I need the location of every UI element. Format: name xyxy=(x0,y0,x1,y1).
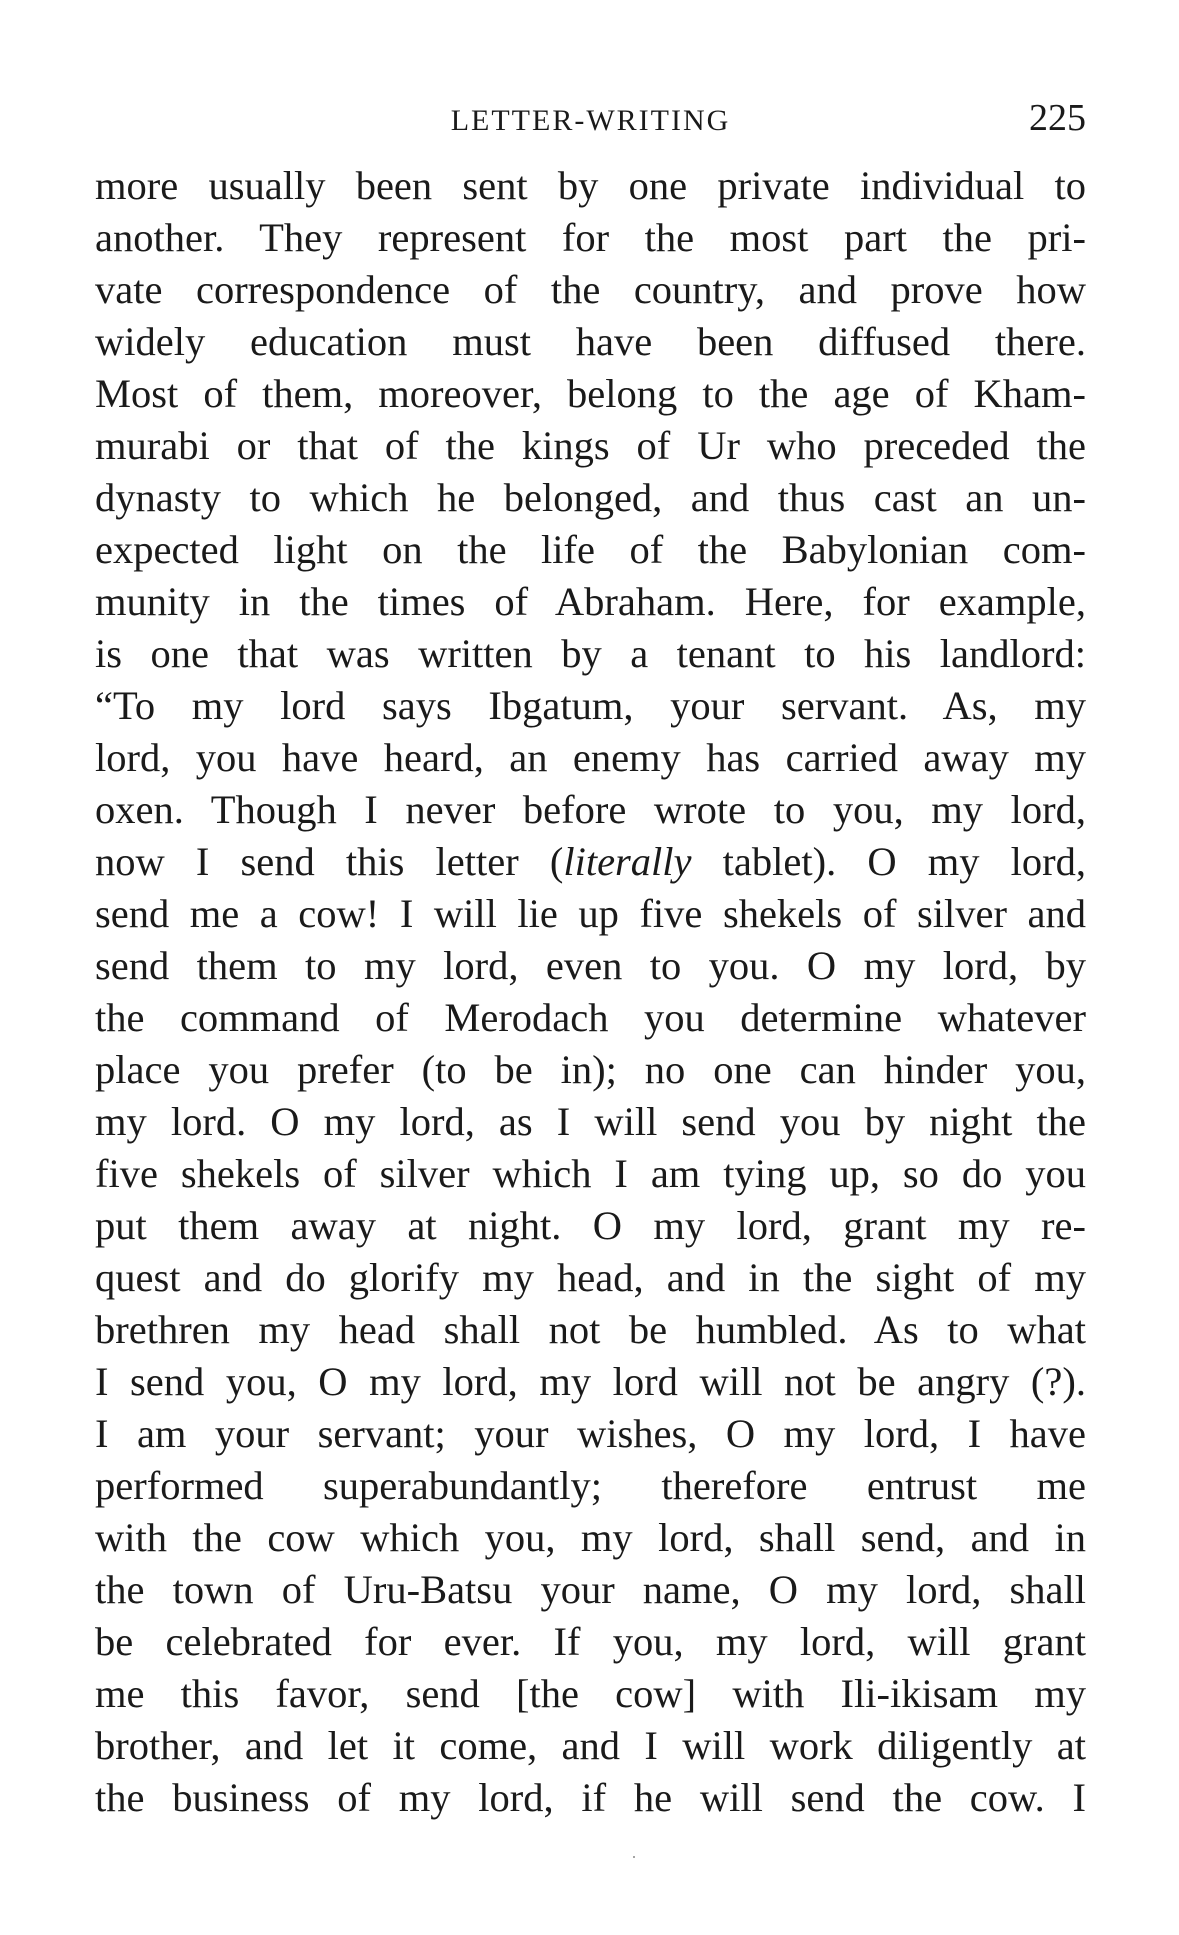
text-line: expected light on the life of the Babylonian com- xyxy=(95,527,1086,572)
text-segment: tablet). O my lord, xyxy=(691,839,1086,884)
text-line: the business of my lord, if he will send the cow. I xyxy=(95,1775,1086,1820)
text-line: murabi or that of the kings of Ur who preceded the xyxy=(95,423,1086,468)
text-line: my lord. O my lord, as I will send you by night the xyxy=(95,1099,1086,1144)
text-line: I send you, O my lord, my lord will not be angry (?). xyxy=(95,1359,1086,1404)
text-line: more usually been sent by one private individual to xyxy=(95,163,1086,208)
text-line: I am your servant; your wishes, O my lord, I have xyxy=(95,1411,1086,1456)
text-segment: now I send this letter ( xyxy=(95,839,564,884)
text-line: send them to my lord, even to you. O my lord, by xyxy=(95,943,1086,988)
text-line: five shekels of silver which I am tying up, so do you xyxy=(95,1151,1086,1196)
text-line: lord, you have heard, an enemy has carried away my xyxy=(95,735,1086,780)
italic-word: literally xyxy=(563,839,692,884)
text-line: munity in the times of Abraham. Here, for example, xyxy=(95,579,1086,624)
text-line: the town of Uru-Batsu your name, O my lord, shall xyxy=(95,1567,1086,1612)
body-text xyxy=(95,160,1086,1824)
text-line: be celebrated for ever. If you, my lord, will grant xyxy=(95,1619,1086,1664)
text-line: quest and do glorify my head, and in the sight of my xyxy=(95,1255,1086,1300)
text-line-with-italic xyxy=(95,836,1086,888)
text-line: widely education must have been diffused there. xyxy=(95,319,1086,364)
text-line: another. They represent for the most part the pri- xyxy=(95,215,1086,260)
text-line: Most of them, moreover, belong to the age of Kham- xyxy=(95,371,1086,416)
text-line: “To my lord says Ibgatum, your servant. As, my xyxy=(95,683,1086,728)
text-line: dynasty to which he belonged, and thus cast an un- xyxy=(95,475,1086,520)
text-line: put them away at night. O my lord, grant my re- xyxy=(95,1203,1086,1248)
text-line: oxen. Though I never before wrote to you, my lord, xyxy=(95,787,1086,832)
text-line: brethren my head shall not be humbled. As to what xyxy=(95,1307,1086,1352)
text-line: performed superabundantly; therefore entrust me xyxy=(95,1463,1086,1508)
running-title: LETTER-WRITING xyxy=(450,104,731,137)
text-line: with the cow which you, my lord, shall send, and in xyxy=(95,1515,1086,1560)
text-line: me this favor, send [the cow] with Ili-ikisam my xyxy=(95,1671,1086,1716)
text-line: brother, and let it come, and I will work diligently at xyxy=(95,1723,1086,1768)
running-head xyxy=(95,96,1086,142)
page-number: 225 xyxy=(1029,97,1086,139)
text-line: send me a cow! I will lie up five shekels of silver and xyxy=(95,891,1086,936)
text-line: place you prefer (to be in); no one can hinder you, xyxy=(95,1047,1086,1092)
paper-speck xyxy=(633,1856,635,1858)
text-line: the command of Merodach you determine whatever xyxy=(95,995,1086,1040)
text-line: is one that was written by a tenant to his landlord: xyxy=(95,631,1086,676)
text-line: vate correspondence of the country, and prove how xyxy=(95,267,1086,312)
